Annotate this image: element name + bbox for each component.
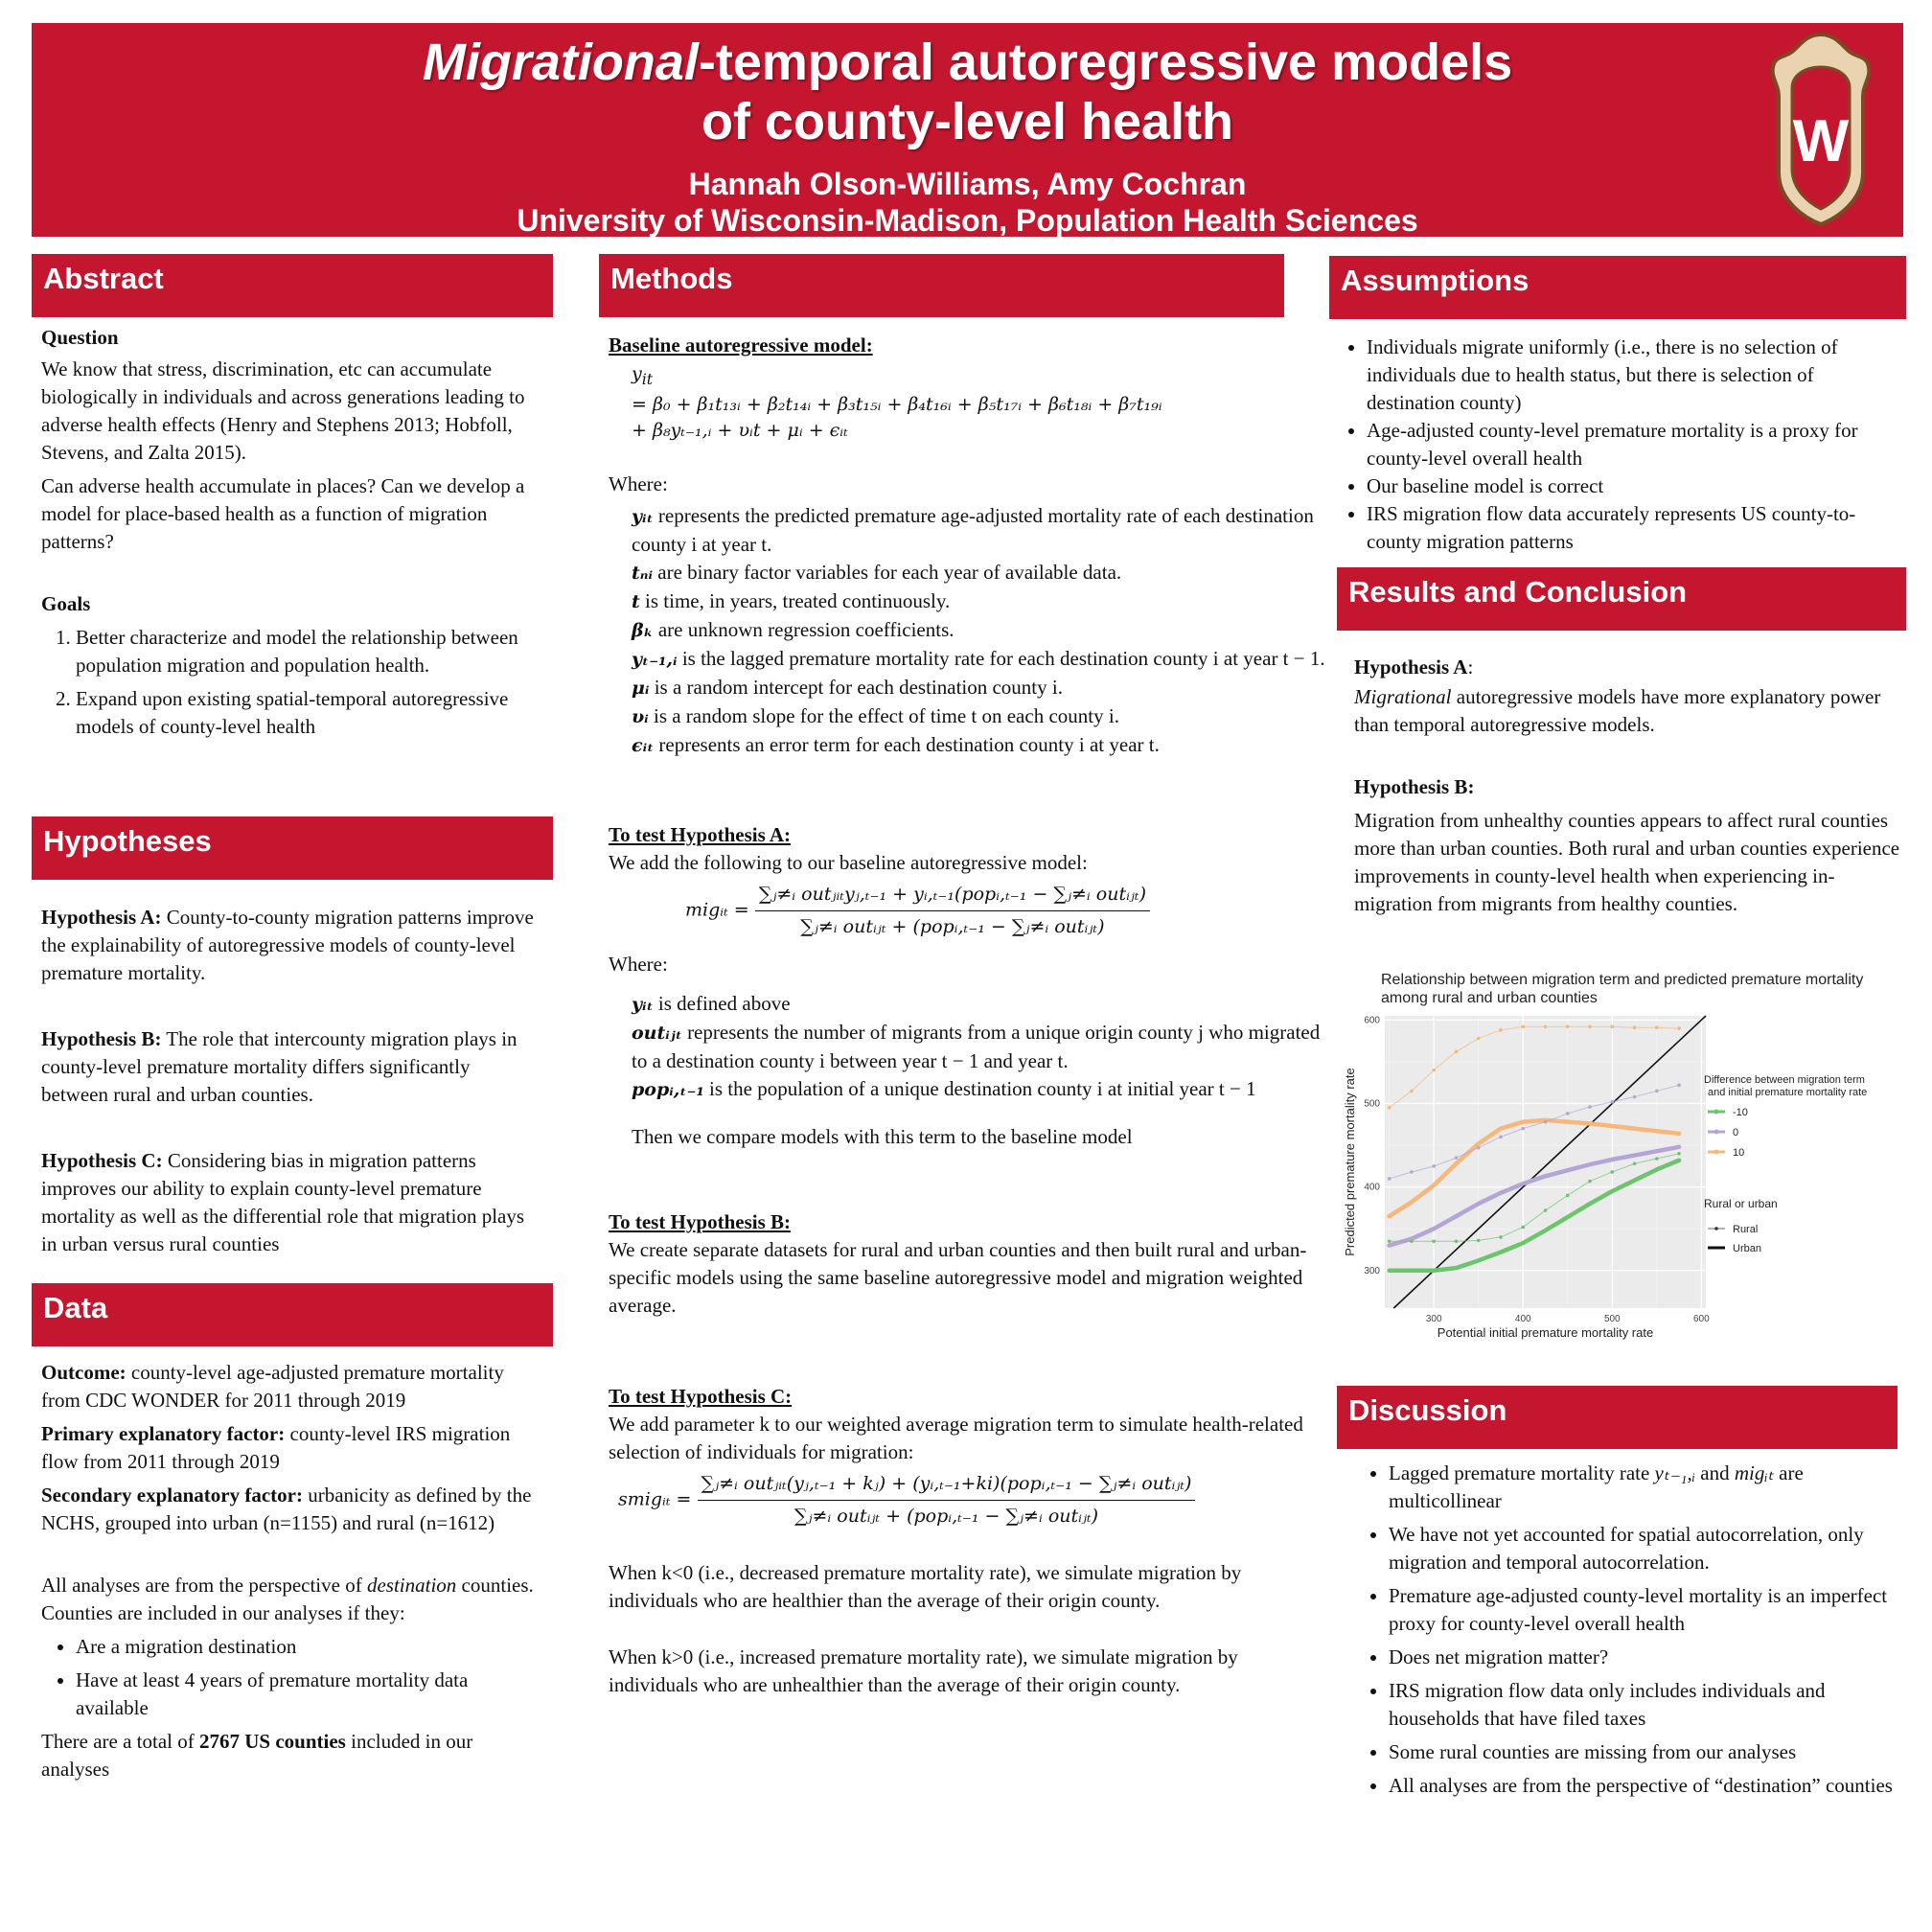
def2-item xyxy=(632,1019,1332,1075)
rural-series-point xyxy=(1677,1152,1681,1156)
def-item xyxy=(632,559,1332,587)
criteria-item: • Have at least 4 years of premature mortality data available xyxy=(76,1667,544,1722)
results-heading: Results and Conclusion xyxy=(1337,567,1906,631)
total-post: included in our analyses xyxy=(41,1730,473,1781)
rural-series-point xyxy=(1410,1239,1414,1243)
smig-denominator: ∑ⱼ≠ᵢ outᵢⱼₜ + (popᵢ,ₜ₋₁ − ∑ⱼ≠ᵢ outᵢⱼₜ) xyxy=(794,1505,1099,1527)
abstract-section xyxy=(41,324,544,747)
hypA-label: To test Hypothesis A: xyxy=(609,822,791,846)
def2-text: is the population of a unique destination county i at initial year t − 1 xyxy=(703,1076,1256,1100)
eq-lhs-symbol: y xyxy=(632,363,642,384)
rural-series-point xyxy=(1521,1025,1525,1029)
question-label: Question xyxy=(41,326,119,349)
discussion-heading: Discussion xyxy=(1337,1386,1898,1449)
def2-text: represents the number of migrants from a unique origin county j who migrated to a destination county i between year t − 1 and year t. xyxy=(632,1020,1321,1072)
total-pre: There are a total of xyxy=(41,1730,199,1753)
methods-heading: Methods xyxy=(599,254,1284,317)
mig-denominator: ∑ⱼ≠ᵢ outᵢⱼₜ + (popᵢ,ₜ₋₁ − ∑ⱼ≠ᵢ outᵢⱼₜ) xyxy=(800,915,1105,937)
analyses-post: counties. Counties are included in our analyses if they: xyxy=(41,1574,534,1624)
def-text: are binary factor variables for each year of available data. xyxy=(653,560,1122,584)
hypothesis-c-text: Considering bias in migration patterns improves our ability to explain county-level premature mortality as well as the differential role that migration plays in urban versus rural counties xyxy=(41,1149,525,1255)
discussion-item1-post: are multicollinear xyxy=(1389,1461,1804,1512)
secondary-label: Secondary explanatory factor: xyxy=(41,1484,303,1506)
def2-symbol: yᵢₜ xyxy=(632,993,654,1015)
def-symbol: βₖ xyxy=(632,619,654,641)
mig-lhs: migᵢₜ = xyxy=(685,899,749,921)
title-rest: -temporal autoregressive models xyxy=(698,34,1513,91)
eq-line2: + β₈yₜ₋₁,ᵢ + υᵢt + μᵢ + ϵᵢₜ xyxy=(632,419,848,441)
criteria-item: • Are a migration destination xyxy=(76,1633,544,1661)
rural-series-point xyxy=(1388,1106,1392,1110)
rural-series-point xyxy=(1432,1239,1436,1243)
def-item xyxy=(632,731,1332,760)
discussion-item: • All analyses are from the perspective of “destination” counties xyxy=(1389,1772,1905,1800)
analyses-note xyxy=(41,1572,544,1627)
discussion-item1-mid: and xyxy=(1695,1461,1735,1484)
outcome xyxy=(41,1359,544,1414)
y-tick-label: 300 xyxy=(1364,1265,1380,1276)
result-a-heading xyxy=(1354,654,1902,681)
def-text: represents an error term for each destination county i at year t. xyxy=(654,732,1160,756)
legend-diff-point xyxy=(1714,1150,1719,1155)
def-symbol: yᵢₜ xyxy=(632,505,654,527)
discussion-item xyxy=(1389,1460,1905,1515)
result-b-label: Hypothesis B: xyxy=(1354,775,1475,798)
question-p2: Can adverse health accumulate in places? Can we develop a model for place-based health as a function of migration patterns? xyxy=(41,474,525,553)
hypothesis-b xyxy=(41,1025,540,1109)
discussion-item1-pre: Lagged premature mortality rate xyxy=(1389,1461,1655,1484)
rural-series-point xyxy=(1544,1120,1548,1124)
goals-label: Goals xyxy=(41,592,91,615)
def-text: represents the predicted premature age-adjusted mortality rate of each destination county i at year t. xyxy=(632,503,1314,556)
hypothesis-c xyxy=(41,1147,540,1258)
y-tick-label: 400 xyxy=(1364,1182,1380,1193)
def-symbol: tₙᵢ xyxy=(632,562,654,584)
goal-item: 1. Better characterize and model the relationship between population migration and population health. xyxy=(76,624,544,679)
def2-symbol: outᵢⱼₜ xyxy=(632,1022,682,1044)
discussion-item1-sym2: migᵢₜ xyxy=(1734,1461,1774,1484)
eq-lhs: $y_{it}$ xyxy=(632,363,654,388)
def2-symbol: popᵢ,ₜ₋₁ xyxy=(632,1078,704,1100)
def-item xyxy=(632,616,1332,645)
def-item xyxy=(632,587,1332,616)
assumption-item: • Age-adjusted county-level premature mortality is a proxy for county-level overall health xyxy=(1367,417,1901,472)
primary-factor xyxy=(41,1420,544,1476)
rural-series-point xyxy=(1655,1025,1659,1029)
result-b-text: Migration from unhealthy counties appears to affect rural counties more than urban counties. Both rural and urban counties experience improvements in county-level health when experiencing in-migration from migrants from healthy counties. xyxy=(1354,809,1900,915)
smig-equation xyxy=(618,1470,1332,1530)
rural-series-point xyxy=(1521,1127,1525,1131)
secondary-factor xyxy=(41,1482,544,1537)
definitions-list xyxy=(632,502,1332,760)
def-text: is a random intercept for each destination county i. xyxy=(649,675,1063,699)
hypA-text: We add the following to our baseline autoregressive model: xyxy=(609,850,1088,874)
total-bold: 2767 US counties xyxy=(199,1730,346,1753)
def2-item xyxy=(632,990,1332,1019)
legend-area-title: Rural or urban xyxy=(1704,1197,1778,1210)
rural-series-point xyxy=(1388,1177,1392,1181)
title-line2: of county-level health xyxy=(701,93,1234,150)
rural-series-point xyxy=(1499,1028,1503,1032)
outcome-label: Outcome: xyxy=(41,1361,126,1384)
rural-series-point xyxy=(1521,1226,1525,1230)
def2-text: is defined above xyxy=(653,991,791,1015)
rural-series-point xyxy=(1455,1239,1459,1243)
rural-series-point xyxy=(1610,1025,1614,1029)
discussion-section xyxy=(1354,1460,1905,1806)
rural-series-point xyxy=(1455,1050,1459,1054)
smig-lhs: smigᵢₜ = xyxy=(618,1488,692,1510)
y-tick-label: 600 xyxy=(1364,1015,1380,1026)
mortality-chart xyxy=(1337,1006,1921,1363)
poster-title xyxy=(32,33,1903,151)
discussion-item: • Premature age-adjusted county-level mortality is an imperfect proxy for county-level overall health xyxy=(1389,1582,1905,1638)
baseline-label: Baseline autoregressive model: xyxy=(609,334,873,356)
where-label: Where: xyxy=(609,472,668,495)
title-italic: Migrational xyxy=(422,34,699,91)
x-axis-label: Potential initial premature mortality rate xyxy=(1437,1325,1654,1340)
hypotheses-section xyxy=(41,904,540,1258)
def-symbol: yₜ₋₁,ᵢ xyxy=(632,648,678,670)
discussion-item: • Some rural counties are missing from our analyses xyxy=(1389,1738,1905,1766)
hypB-label: To test Hypothesis B: xyxy=(609,1209,791,1233)
crest-letter: W xyxy=(1792,108,1850,174)
result-a xyxy=(1354,683,1902,739)
hypothesis-b-text: The role that intercounty migration plays in county-level premature mortality differs significantly between rural and urban counties. xyxy=(41,1027,518,1106)
def-text: is the lagged premature mortality rate for each destination county i at year t − 1. xyxy=(677,646,1325,670)
legend-area-label: Urban xyxy=(1733,1243,1761,1254)
rural-series-point xyxy=(1455,1156,1459,1160)
goal-item: 2. Expand upon existing spatial-temporal autoregressive models of county-level health xyxy=(76,685,544,741)
eq-line1: = β₀ + β₁t₁₃ᵢ + β₂t₁₄ᵢ + β₃t₁₅ᵢ + β₄t₁₆ᵢ + β₅t₁₇ᵢ + β₆t₁₈ᵢ + β₇t₁₉ᵢ xyxy=(632,393,1162,415)
legend-diff-point xyxy=(1714,1130,1719,1135)
rural-series-point xyxy=(1655,1090,1659,1093)
legend-diff-label: 10 xyxy=(1733,1147,1745,1159)
primary-text: county-level IRS migration flow from 2011 through 2019 xyxy=(41,1422,511,1473)
question-p1: We know that stress, discrimination, etc can accumulate biologically in individuals and across generations leading to adverse health effects (Henry and Stephens 2013; Hobfoll, Stevens, and Zalta 2015). xyxy=(41,357,525,464)
discussion-item: • Does net migration matter? xyxy=(1389,1644,1905,1671)
hypothesis-c-label: Hypothesis C: xyxy=(41,1149,163,1172)
def-symbol: υᵢ xyxy=(632,705,649,727)
rural-series-point xyxy=(1633,1095,1637,1099)
results-section xyxy=(1354,654,1902,918)
rural-series-point xyxy=(1544,1208,1548,1212)
hypC-label: To test Hypothesis C: xyxy=(609,1384,793,1408)
uw-crest-logo xyxy=(1767,29,1874,230)
rural-series-point xyxy=(1677,1084,1681,1088)
legend-diff-title: Difference between migration term xyxy=(1704,1074,1865,1086)
k-positive-text: When k>0 (i.e., increased premature mortality rate), we simulate migration by individuals who are unhealthier than the average of their origin county. xyxy=(609,1644,1238,1696)
rural-series-point xyxy=(1499,1235,1503,1239)
hypothesis-b-label: Hypothesis B: xyxy=(41,1027,162,1050)
hypC-text: We add parameter k to our weighted average migration term to simulate health-related selection of individuals for migration: xyxy=(609,1412,1303,1463)
where2-label: Where: xyxy=(609,952,668,976)
rural-series-point xyxy=(1633,1162,1637,1165)
hypotheses-heading: Hypotheses xyxy=(32,816,553,880)
authors: Hannah Olson-Williams, Amy Cochran xyxy=(688,167,1247,201)
assumptions-list xyxy=(1332,334,1901,556)
rural-series-point xyxy=(1477,1239,1481,1243)
mig-equation xyxy=(685,881,1332,941)
analyses-italic: destination xyxy=(366,1574,457,1597)
data-section xyxy=(41,1359,544,1783)
rural-series-point xyxy=(1432,1164,1436,1168)
rural-series-point xyxy=(1588,1180,1592,1184)
rural-series-point xyxy=(1566,1194,1570,1198)
rural-series-point xyxy=(1633,1025,1637,1029)
def-symbol: ϵᵢₜ xyxy=(632,734,655,756)
rural-series-point xyxy=(1655,1157,1659,1161)
legend-diff-label: -10 xyxy=(1733,1107,1748,1118)
discussion-item: • IRS migration flow data only includes individuals and households that have filed taxes xyxy=(1389,1677,1905,1733)
def-text: are unknown regression coefficients. xyxy=(653,617,954,641)
rural-series-point xyxy=(1388,1239,1392,1243)
legend-diff-label: 0 xyxy=(1733,1127,1739,1138)
result-a-label: Hypothesis A xyxy=(1354,656,1468,678)
def-item xyxy=(632,674,1332,702)
compare-text: Then we compare models with this term to the baseline model xyxy=(632,1124,1133,1148)
y-axis-label: Predicted premature mortality rate xyxy=(1343,1068,1357,1256)
k-negative-text: When k<0 (i.e., decreased premature mortality rate), we simulate migration by individuals who are healthier than the average of their origin county. xyxy=(609,1560,1242,1612)
def-text: is a random slope for the effect of time t on each county i. xyxy=(648,703,1119,727)
criteria-list xyxy=(41,1633,544,1722)
rural-series-point xyxy=(1410,1090,1414,1093)
rural-series-point xyxy=(1544,1025,1548,1029)
result-a-colon: : xyxy=(1467,656,1474,678)
discussion-item: • We have not yet accounted for spatial autocorrelation, only migration and temporal autocorrelation. xyxy=(1389,1521,1905,1576)
rural-series-point xyxy=(1477,1037,1481,1041)
hypothesis-a-label: Hypothesis A: xyxy=(41,906,162,929)
rural-series-point xyxy=(1588,1025,1592,1029)
def-symbol: t xyxy=(632,590,640,612)
methods-section xyxy=(609,332,1332,1699)
legend-diff-point xyxy=(1714,1110,1719,1115)
rural-series-point xyxy=(1566,1025,1570,1029)
definitions2-list xyxy=(632,990,1332,1151)
hypothesis-a xyxy=(41,904,540,987)
outcome-text: county-level age-adjusted premature mortality from CDC WONDER for 2011 through 2019 xyxy=(41,1361,504,1412)
def-item xyxy=(632,645,1332,674)
def-text: is time, in years, treated continuously. xyxy=(639,588,951,612)
assumption-item: • Our baseline model is correct xyxy=(1367,472,1901,500)
legend-area-point xyxy=(1714,1227,1718,1230)
x-tick-label: 500 xyxy=(1603,1314,1621,1324)
def2-item xyxy=(632,1075,1332,1104)
assumption-item: • Individuals migrate uniformly (i.e., there is no selection of individuals due to health status, but there is selection of destination county) xyxy=(1367,334,1901,417)
secondary-text: urbanicity as defined by the NCHS, grouped into urban (n=1155) and rural (n=1612) xyxy=(41,1484,532,1534)
rural-series-point xyxy=(1499,1136,1503,1139)
discussion-item1-sym1: yₜ₋₁,ᵢ xyxy=(1654,1461,1696,1484)
analyses-pre: All analyses are from the perspective of xyxy=(41,1574,367,1597)
rural-series-point xyxy=(1610,1170,1614,1174)
rural-series-point xyxy=(1588,1105,1592,1109)
def-item xyxy=(632,702,1332,731)
abstract-heading: Abstract xyxy=(32,254,553,317)
legend-area-label: Rural xyxy=(1733,1224,1759,1235)
mig-numerator: ∑ⱼ≠ᵢ outⱼᵢₜyⱼ,ₜ₋₁ + yᵢ,ₜ₋₁(popᵢ,ₜ₋₁ − ∑ⱼ≠ᵢ outᵢⱼₜ) xyxy=(755,881,1150,911)
discussion-list xyxy=(1354,1460,1905,1800)
result-a-italic: Migrational xyxy=(1354,685,1452,708)
rural-series-point xyxy=(1610,1100,1614,1104)
result-a-text: autoregressive models have more explanatory power than temporal autoregressive models. xyxy=(1354,685,1881,736)
rural-series-point xyxy=(1432,1069,1436,1072)
hypB-text: We create separate datasets for rural and urban counties and then built rural and urban-specific models using the same baseline autoregressive model and migration weighted average. xyxy=(609,1237,1307,1317)
y-tick-label: 500 xyxy=(1364,1098,1380,1110)
baseline-equation xyxy=(632,361,1332,444)
affiliation: University of Wisconsin-Madison, Population Health Sciences xyxy=(517,203,1418,238)
goals-list xyxy=(41,624,544,741)
chart-title: Relationship between migration term and predicted premature mortality among rural and urban counties xyxy=(1381,972,1864,1006)
title-banner xyxy=(32,23,1903,237)
plot-panel xyxy=(1385,1016,1706,1308)
rural-series-point xyxy=(1677,1026,1681,1030)
assumptions-section xyxy=(1332,334,1901,556)
smig-fraction xyxy=(698,1470,1196,1530)
mig-fraction xyxy=(755,881,1150,941)
chart-legend xyxy=(1704,1074,1867,1254)
rural-series-point xyxy=(1410,1170,1414,1174)
rural-series-point xyxy=(1566,1112,1570,1116)
x-tick-label: 600 xyxy=(1693,1314,1710,1324)
total-counties xyxy=(41,1728,544,1783)
smig-numerator: ∑ⱼ≠ᵢ outⱼᵢₜ(yⱼ,ₜ₋₁ + kⱼ) + (yᵢ,ₜ₋₁+ki)(popᵢ,ₜ₋₁ − ∑ⱼ≠ᵢ outᵢⱼₜ) xyxy=(698,1470,1196,1501)
legend-diff-title: and initial premature mortality rate xyxy=(1708,1087,1868,1098)
def-symbol: μᵢ xyxy=(632,677,650,699)
rural-series-point xyxy=(1477,1146,1481,1150)
x-tick-label: 300 xyxy=(1425,1314,1442,1324)
data-heading: Data xyxy=(32,1283,553,1346)
def-item xyxy=(632,502,1332,559)
primary-label: Primary explanatory factor: xyxy=(41,1422,286,1445)
assumption-item: • IRS migration flow data accurately represents US county-to-county migration patterns xyxy=(1367,500,1901,556)
assumptions-heading: Assumptions xyxy=(1329,256,1906,319)
x-tick-label: 400 xyxy=(1514,1314,1531,1324)
hypothesis-a-text: County-to-county migration patterns improve the explainability of autoregressive models of county-level premature mortality. xyxy=(41,906,534,984)
